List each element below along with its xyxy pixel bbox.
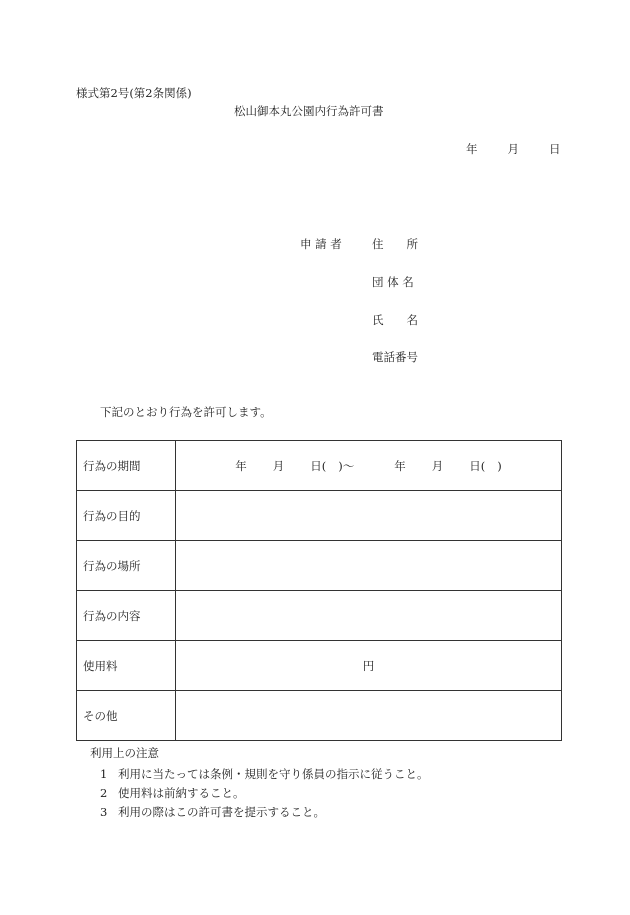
period-start-month: 月 bbox=[272, 458, 285, 473]
name-label: 氏 名 bbox=[372, 313, 418, 327]
applicant-role-label: 申 請 者 bbox=[300, 237, 342, 251]
other-value bbox=[176, 691, 562, 741]
usage-notes-title: 利用上の注意 bbox=[90, 746, 159, 760]
document-title: 松山御本丸公園内行為許可書 bbox=[234, 104, 384, 118]
note-text: 使用料は前納すること。 bbox=[118, 786, 245, 800]
permission-notice: 下記のとおり行為を許可します。 bbox=[100, 405, 272, 419]
other-label: その他 bbox=[77, 691, 176, 741]
form-number-label: 様式第2号(第2条関係) bbox=[76, 86, 192, 100]
fee-label: 使用料 bbox=[77, 641, 176, 691]
content-value bbox=[176, 591, 562, 641]
date-year: 年 bbox=[466, 142, 478, 156]
note-text: 利用に当たっては条例・規則を守り係員の指示に従うこと。 bbox=[118, 767, 429, 781]
date-day: 日 bbox=[549, 142, 561, 156]
note-number: 1 bbox=[100, 767, 108, 781]
table-row bbox=[77, 441, 562, 491]
table-row bbox=[77, 641, 562, 691]
permit-details-table bbox=[76, 440, 562, 741]
purpose-label: 行為の目的 bbox=[77, 491, 176, 541]
group-name-label: 団 体 名 bbox=[372, 275, 414, 289]
applicant-phone-row bbox=[300, 349, 418, 365]
table-row bbox=[77, 541, 562, 591]
period-start-year: 年 bbox=[235, 458, 247, 473]
applicant-group-row bbox=[300, 274, 414, 290]
table-row bbox=[77, 591, 562, 641]
period-end-month: 月 bbox=[431, 458, 444, 473]
period-label: 行為の期間 bbox=[77, 441, 176, 491]
note-number: 3 bbox=[100, 805, 108, 819]
table-row bbox=[77, 691, 562, 741]
applicant-address-row bbox=[300, 236, 418, 252]
list-item bbox=[100, 785, 245, 801]
location-label: 行為の場所 bbox=[77, 541, 176, 591]
applicant-name-row bbox=[300, 312, 418, 328]
period-value bbox=[176, 441, 562, 491]
fee-value: 円 bbox=[176, 641, 562, 691]
phone-label: 電話番号 bbox=[372, 350, 418, 364]
issue-date bbox=[466, 141, 561, 157]
period-separator: )〜 bbox=[338, 458, 355, 473]
period-start-day: 日( bbox=[310, 458, 327, 473]
location-value bbox=[176, 541, 562, 591]
note-number: 2 bbox=[100, 786, 108, 800]
list-item bbox=[100, 804, 325, 820]
date-month: 月 bbox=[507, 142, 519, 156]
period-end-day: 日( bbox=[469, 458, 486, 473]
address-label: 住 所 bbox=[372, 237, 418, 251]
purpose-value bbox=[176, 491, 562, 541]
content-label: 行為の内容 bbox=[77, 591, 176, 641]
table-row bbox=[77, 491, 562, 541]
note-text: 利用の際はこの許可書を提示すること。 bbox=[118, 805, 325, 819]
list-item bbox=[100, 766, 429, 782]
period-end-paren: ) bbox=[497, 458, 502, 473]
period-end-year: 年 bbox=[394, 458, 406, 473]
